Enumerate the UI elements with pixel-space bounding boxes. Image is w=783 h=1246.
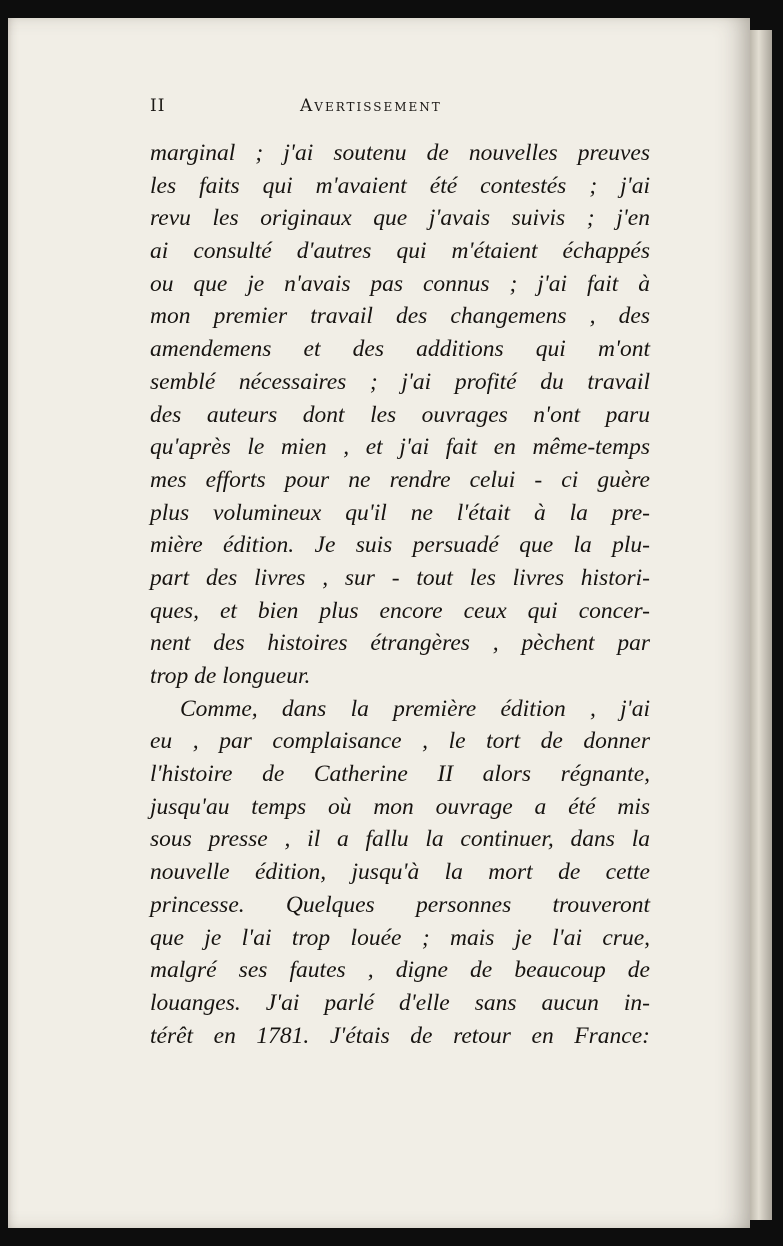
text-line: les faits qui m'avaient été contestés ; j'ai	[150, 172, 650, 199]
text-line: ques, et bien plus encore ceux qui concer-	[150, 597, 650, 624]
text-line: semblé nécessaires ; j'ai profité du travail	[150, 368, 650, 395]
paragraph-end-line: trop de longueur.	[150, 663, 311, 689]
text-line: des auteurs dont les ouvrages n'ont paru	[150, 401, 650, 428]
text-line: nouvelle édition, jusqu'à la mort de cette	[150, 859, 650, 886]
text-line: sous presse , il a fallu la continuer, dans la	[150, 826, 650, 853]
page-number: II	[150, 96, 166, 116]
text-line: amendemens et des additions qui m'ont	[150, 336, 650, 363]
facing-page-edge	[750, 30, 772, 1220]
body-text	[150, 137, 650, 1052]
text-line: qu'après le mien , et j'ai fait en même-temps	[150, 434, 650, 461]
running-title: Avertissement	[300, 96, 442, 116]
text-line: marginal ; j'ai soutenu de nouvelles preuves	[150, 140, 650, 166]
text-line: part des livres , sur - tout les livres histori-	[150, 564, 650, 591]
text-line: nent des histoires étrangères , pèchent par	[150, 630, 650, 657]
text-line: eu , par complaisance , le tort de donner	[150, 728, 650, 755]
text-line: princesse. Quelques personnes trouveront	[150, 891, 650, 918]
text-line: revu les originaux que j'avais suivis ; j'en	[150, 205, 650, 232]
text-line: mes efforts pour ne rendre celui - ci guère	[150, 466, 650, 493]
text-line: jusqu'au temps où mon ouvrage a été mis	[150, 793, 650, 820]
text-line: mière édition. Je suis persuadé que la plu-	[150, 532, 650, 559]
text-line: malgré ses fautes , digne de beaucoup de	[150, 957, 650, 984]
running-head	[150, 96, 650, 126]
text-line: mon premier travail des changemens , des	[150, 303, 650, 330]
text-line: ai consulté d'autres qui m'étaient échappés	[150, 238, 650, 265]
text-line: ou que je n'avais pas connus ; j'ai fait à	[150, 270, 650, 297]
paragraph-start-line: Comme, dans la première édition , j'ai	[180, 695, 650, 722]
text-line: térêt en 1781. J'étais de retour en France:	[150, 1022, 650, 1049]
text-line: louanges. J'ai parlé d'elle sans aucun in-	[150, 989, 650, 1016]
text-line: l'histoire de Catherine II alors régnante,	[150, 761, 650, 788]
text-line: que je l'ai trop louée ; mais je l'ai crue,	[150, 924, 650, 951]
text-line: plus volumineux qu'il ne l'était à la pre-	[150, 499, 650, 526]
